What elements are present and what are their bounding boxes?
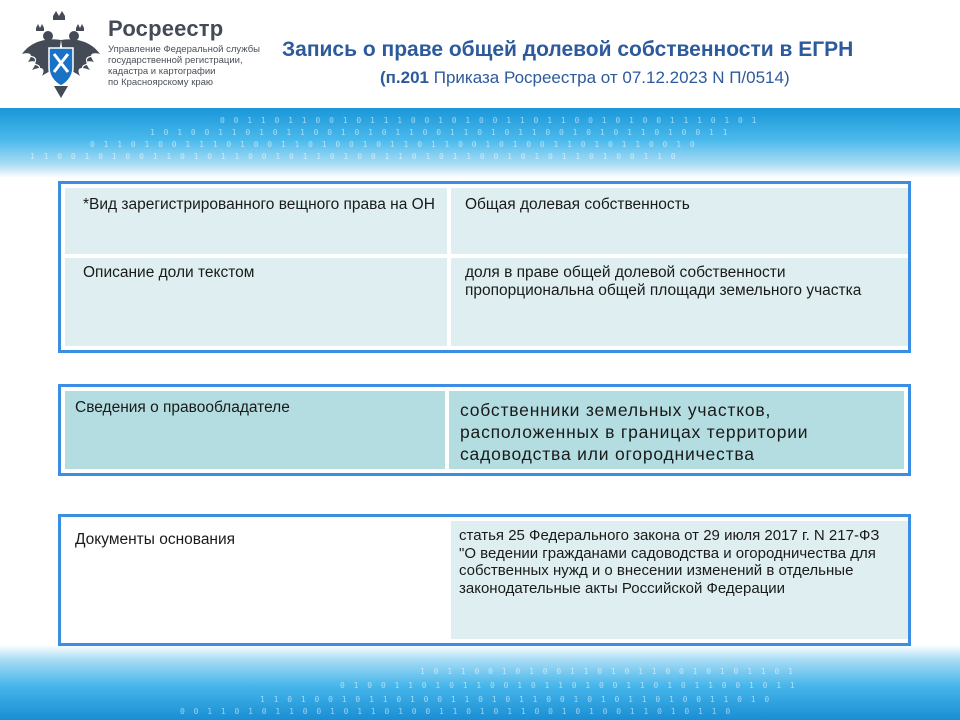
rightholder-table — [58, 384, 911, 476]
share-description-label: Описание доли текстом — [83, 264, 255, 281]
brand-sub-line: Управление Федеральной службы — [108, 44, 260, 55]
rights-type-label: *Вид зарегистрированного вещного права на ОН — [83, 196, 435, 213]
basis-documents-table — [58, 514, 911, 646]
tech-band-bottom — [0, 645, 960, 720]
header — [0, 0, 960, 108]
rightholder-value: собственники земельных участков, расположенных в границах территории садоводства или огородничества — [460, 400, 809, 464]
page-subtitle — [380, 68, 790, 88]
subtitle-rest: Приказа Росреестра от 07.12.2023 N П/0514) — [429, 68, 790, 87]
binary-pattern-decoration: 1 0 1 1 0 0 1 0 1 0 0 1 1 0 1 0 1 1 0 0 1 0 1 0 1 1 0 1 — [420, 667, 795, 676]
row2-label-cell — [65, 258, 447, 346]
brand-sub-line: по Красноярскому краю — [108, 77, 214, 88]
share-description-value: доля в праве общей долевой собственности пропорциональна общей площади земельного участка — [465, 264, 862, 299]
brand-sub-line: кадастра и картографии — [108, 66, 216, 77]
tech-band-top — [0, 108, 960, 178]
page-title: Запись о праве общей долевой собственности в ЕГРН — [282, 38, 854, 61]
basis-documents-label: Документы основания — [75, 531, 236, 548]
basis-documents-value-cell — [451, 521, 908, 639]
rightholder-label: Сведения о правообладателе — [75, 399, 290, 416]
binary-pattern-decoration: 0 0 1 1 0 1 0 1 1 0 0 1 0 1 1 0 1 0 0 1 1 0 1 0 1 1 0 0 1 0 1 0 0 1 1 0 1 0 1 1 0 — [180, 707, 733, 716]
binary-pattern-decoration: 1 1 0 1 0 0 1 0 1 1 0 1 0 0 1 1 0 1 0 1 1 0 0 1 0 1 0 1 1 0 1 0 0 1 1 0 1 0 — [260, 695, 772, 704]
binary-pattern-decoration: 0 1 0 0 1 1 0 1 0 1 1 0 0 1 0 1 1 0 1 0 0 1 1 0 1 0 1 1 0 0 1 0 1 1 — [340, 681, 797, 690]
subtitle-bold: (п.201 — [380, 68, 430, 87]
binary-pattern-decoration: 1 1 0 0 1 0 1 0 0 1 1 0 1 0 1 1 0 0 1 0 1 1 0 1 0 0 1 1 0 1 0 1 1 0 0 1 0 1 0 1 1 0 1 0 0 1 1 0 — [30, 152, 678, 161]
row1-value-cell — [451, 188, 908, 254]
binary-pattern-decoration: 0 1 1 0 1 0 0 1 1 1 0 1 0 0 1 1 0 1 0 0 1 0 1 1 0 1 1 0 0 1 0 1 0 0 1 1 0 1 0 1 1 0 0 1 0 — [90, 140, 697, 149]
rightholder-value-cell — [449, 391, 904, 469]
rights-type-value: Общая долевая собственность — [465, 196, 690, 213]
brand-sub-line: государственной регистрации, — [108, 55, 243, 66]
basis-documents-label-cell — [65, 521, 447, 639]
binary-pattern-decoration: 0 0 1 1 0 1 1 0 0 1 0 1 1 1 0 0 1 0 1 0 0 1 1 0 1 1 0 0 1 0 1 0 0 1 1 1 0 1 0 1 — [220, 116, 759, 125]
brand-subtitle — [108, 44, 278, 88]
brand-name: Росреестр — [108, 16, 224, 41]
basis-documents-value: статья 25 Федерального закона от 29 июля 2017 г. N 217-ФЗ "О ведении гражданами садоводства и огородничества для собственных нужд и о внесении изменений в отдельные законодательные акты Российской Федерации — [459, 527, 880, 597]
rightholder-label-cell — [65, 391, 445, 469]
rosreestr-emblem-icon — [20, 10, 102, 100]
rights-type-table — [58, 181, 911, 353]
row1-label-cell — [65, 188, 447, 254]
binary-pattern-decoration: 1 0 1 0 0 1 1 0 1 0 1 1 0 0 1 0 1 0 1 1 0 0 1 1 0 1 0 1 1 0 0 1 0 1 0 1 1 0 1 0 0 1 1 — [150, 128, 730, 137]
row2-value-cell — [451, 258, 908, 346]
